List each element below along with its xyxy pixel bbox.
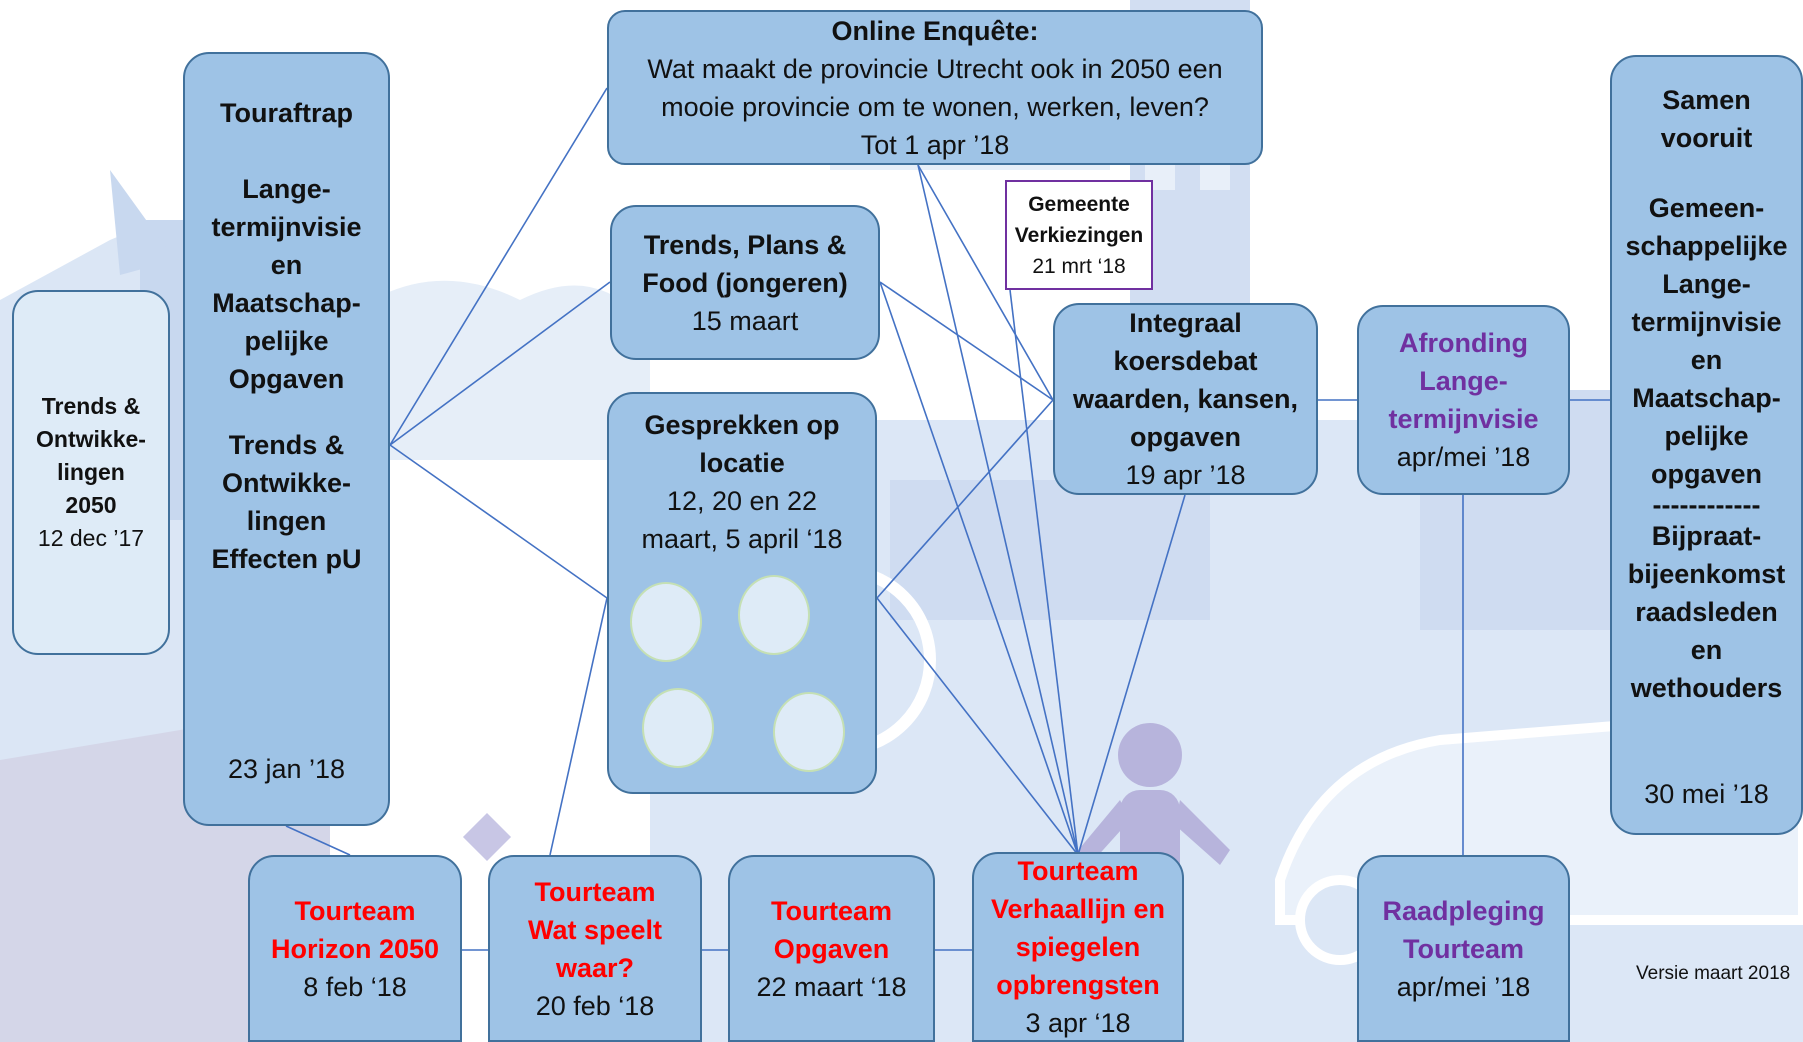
trends-plans-food-line-2: Food (jongeren) [642,267,848,298]
trends-2050-line-1: Trends & [41,393,141,419]
integraal-line-4: opgaven [1129,422,1242,452]
samen-line-2: vooruit [1660,123,1753,153]
samen-date: 30 mei ’18 [1644,779,1769,809]
box-touraftrap [183,52,390,826]
touraftrap-g1-1: Lange- [242,174,331,204]
touraftrap-g1-4: Maatschap- [212,288,361,318]
samen-g2-5: wethouders [1630,673,1783,703]
connector-line [390,88,607,445]
wat-speelt-line-2: Wat speelt [527,914,663,945]
box-tourteam-horizon [248,855,462,1042]
wat-speelt-line-1: Tourteam [534,876,656,907]
touraftrap-g1-3: en [270,250,303,280]
location-circle-2 [738,575,810,655]
location-circle-3 [642,688,714,768]
touraftrap-g1-5: pelijke [244,326,329,356]
connector-line [1078,495,1185,855]
afronding-line-1: Afronding [1399,328,1528,358]
touraftrap-g2-4: Effecten pU [211,544,362,574]
connector-line [390,445,607,598]
box-online-enquete [607,10,1263,165]
box-tourteam-opgaven [728,855,935,1042]
location-circle-4 [773,692,845,772]
enquete-title: Online Enquête: [831,15,1039,46]
trends-2050-line-3: lingen [57,459,125,485]
connector-line [390,282,610,445]
verhaallijn-line-1: Tourteam [1017,856,1139,886]
touraftrap-g2-3: lingen [246,506,327,536]
samen-g1-3: Lange- [1662,269,1751,299]
afronding-line-2: Lange- [1419,366,1508,396]
afronding-line-3: termijnvisie [1388,404,1539,434]
trends-2050-line-2: Ontwikke- [36,426,146,452]
gemeente-line-1: Gemeente [1028,192,1130,216]
box-tourteam-verhaallijn [972,852,1184,1042]
horizon-date: 8 feb ‘18 [303,971,407,1002]
trends-2050-line-4: 2050 [65,492,117,518]
samen-line-1: Samen [1662,85,1751,115]
touraftrap-g2-2: Ontwikke- [221,468,352,498]
opgaven-line-1: Tourteam [770,895,892,926]
connector-line [550,598,607,855]
enquete-line-2: mooie provincie om te wonen, werken, leven? [661,91,1209,122]
trends-2050-date: 12 dec ’17 [37,525,145,551]
enquete-line-1: Wat maakt de provincie Utrecht ook in 2050 een [647,53,1223,84]
verhaallijn-line-4: opbrengsten [996,970,1160,1000]
box-tourteam-wat-speelt [488,855,702,1042]
box-afronding [1357,305,1570,495]
integraal-date: 19 apr ’18 [1125,460,1246,490]
touraftrap-title: Touraftrap [220,98,353,128]
gesprekken-line-2: locatie [699,448,785,478]
touraftrap-g1-2: termijnvisie [211,212,362,242]
samen-g1-2: schappelijke [1625,231,1788,261]
samen-g1-7: pelijke [1664,421,1749,451]
touraftrap-g2-1: Trends & [228,430,345,460]
wat-speelt-date: 20 feb ‘18 [535,990,655,1021]
trends-plans-food-date: 15 maart [691,305,799,336]
samen-g1-4: termijnvisie [1631,307,1782,337]
samen-divider: ------------ [1652,490,1761,520]
samen-g2-1: Bijpraat- [1651,521,1762,551]
afronding-date: apr/mei ’18 [1396,442,1531,472]
opgaven-date: 22 maart ‘18 [756,971,907,1002]
samen-g2-2: bijeenkomst [1627,559,1786,589]
verhaallijn-date: 3 apr ‘18 [1025,1008,1131,1038]
box-integraal-koersdebat [1053,303,1318,495]
integraal-line-1: Integraal [1129,308,1242,338]
gemeente-date: 21 mrt ‘18 [1032,254,1126,278]
box-gemeente-verkiezingen [1005,180,1153,290]
raadpleging-date: apr/mei ’18 [1396,971,1531,1002]
samen-g1-6: Maatschap- [1632,383,1781,413]
location-circle-1 [630,582,702,662]
connector-line [880,282,1053,400]
gesprekken-date-2: maart, 5 april ‘18 [641,524,843,554]
integraal-line-2: koersdebat [1113,346,1258,376]
box-raadpleging-tourteam [1357,855,1570,1042]
version-note: Versie maart 2018 [1636,963,1791,984]
touraftrap-date: 23 jan ’18 [227,754,346,784]
opgaven-line-2: Opgaven [773,933,890,964]
gesprekken-line-1: Gesprekken op [644,410,840,440]
connector-line [880,282,1078,855]
verhaallijn-line-2: Verhaallijn en [990,894,1166,924]
connector-line [286,826,350,855]
horizon-line-2: Horizon 2050 [270,933,440,964]
horizon-line-1: Tourteam [294,895,416,926]
raadpleging-line-2: Tourteam [1402,933,1524,964]
trends-plans-food-line-1: Trends, Plans & [643,229,847,260]
gesprekken-date-1: 12, 20 en 22 [666,486,818,516]
integraal-line-3: waarden, kansen, [1072,384,1299,414]
enquete-date: Tot 1 apr ’18 [860,129,1010,160]
samen-g1-5: en [1690,345,1723,375]
samen-g1-1: Gemeen- [1648,193,1765,223]
wat-speelt-line-3: waar? [555,952,635,983]
box-trends-2050 [12,290,170,655]
samen-g2-4: en [1690,635,1723,665]
raadpleging-line-1: Raadpleging [1382,895,1545,926]
touraftrap-g1-6: Opgaven [228,364,345,394]
box-samen-vooruit [1610,55,1803,835]
box-trends-plans-food [610,205,880,360]
samen-g2-3: raadsleden [1635,597,1778,627]
gemeente-line-2: Verkiezingen [1014,223,1144,247]
samen-g1-8: opgaven [1650,459,1763,489]
verhaallijn-line-3: spiegelen [1015,932,1141,962]
